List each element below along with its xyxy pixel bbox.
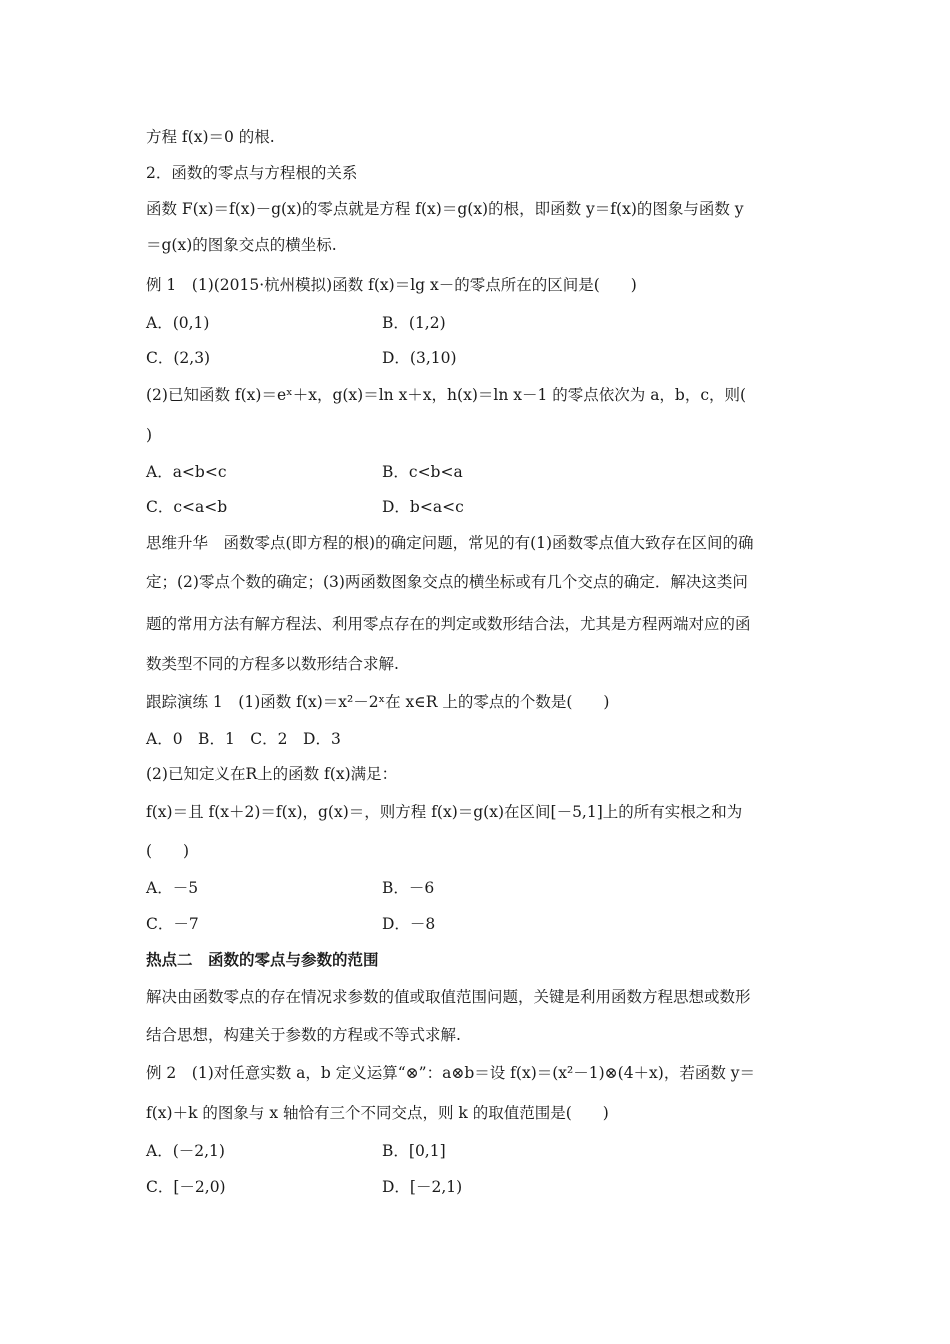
- section-heading: 热点二 函数的零点与参数的范围: [146, 951, 379, 969]
- text-line: ＝g(x)的图象交点的横坐标.: [146, 236, 337, 254]
- option-c: C．c<a<b: [146, 498, 228, 516]
- option-c: C．[－2,0): [146, 1178, 226, 1196]
- option-d: D．－8: [382, 915, 436, 933]
- option-d: D．[－2,1): [382, 1178, 463, 1196]
- text-line: 思维升华 函数零点(即方程的根)的确定问题，常见的有(1)函数零点值大致存在区间的确: [146, 534, 754, 552]
- option-d: D．(3,10): [382, 349, 457, 367]
- text-line: 例 1 (1)(2015·杭州模拟)函数 f(x)＝lg x－的零点所在的区间是( ): [146, 276, 637, 294]
- text-line: 跟踪演练 1 (1)函数 f(x)＝x²－2ˣ在 x∈R 上的零点的个数是( ): [146, 693, 610, 711]
- text-line: 数类型不同的方程多以数形结合求解.: [146, 655, 399, 673]
- option-a: A．(－2,1): [146, 1142, 225, 1160]
- text-line: 例 2 (1)对任意实数 a，b 定义运算“⊗”：a⊗b＝设 f(x)＝(x²－1)⊗(4＋x)，若函数 y＝: [146, 1064, 756, 1082]
- option-d: D．b<a<c: [382, 498, 464, 516]
- text-line: 解决由函数零点的存在情况求参数的值或取值范围问题，关键是利用函数方程思想或数形: [146, 988, 751, 1006]
- option-b: B．c<b<a: [382, 463, 463, 481]
- text-line: (2)已知函数 f(x)＝eˣ＋x，g(x)＝ln x＋x，h(x)＝ln x－1 的零点依次为 a，b，c，则(: [146, 386, 747, 404]
- option-a: A．－5: [146, 879, 199, 897]
- text-line: 2．函数的零点与方程根的关系: [146, 164, 358, 182]
- text-line: ): [146, 426, 153, 444]
- option-a: A．(0,1): [146, 314, 210, 332]
- text-line: 函数 F(x)＝f(x)－g(x)的零点就是方程 f(x)＝g(x)的根，即函数 y＝f(x)的图象与函数 y: [146, 200, 744, 218]
- option-c: C．(2,3): [146, 349, 211, 367]
- text-line: 题的常用方法有解方程法、利用零点存在的判定或数形结合法，尤其是方程两端对应的函: [146, 615, 751, 633]
- text-line: 方程 f(x)＝0 的根.: [146, 128, 275, 146]
- text-line: (2)已知定义在R上的函数 f(x)满足：: [146, 765, 398, 783]
- text-line: ( ): [146, 842, 190, 860]
- text-line: 定；(2)零点个数的确定；(3)两函数图象交点的横坐标或有几个交点的确定．解决这类问: [146, 573, 748, 591]
- option-c: C．－7: [146, 915, 199, 933]
- option-a: A．a<b<c: [146, 463, 227, 481]
- text-line: A．0 B．1 C．2 D．3: [146, 730, 341, 748]
- option-b: B．[0,1]: [382, 1142, 446, 1160]
- option-b: B．(1,2): [382, 314, 446, 332]
- text-line: f(x)＝且 f(x＋2)＝f(x)，g(x)＝，则方程 f(x)＝g(x)在区间[－5,1]上的所有实根之和为: [146, 803, 743, 821]
- text-line: f(x)＋k 的图象与 x 轴恰有三个不同交点，则 k 的取值范围是( ): [146, 1104, 609, 1122]
- text-line: 结合思想，构建关于参数的方程或不等式求解.: [146, 1026, 461, 1044]
- option-b: B．－6: [382, 879, 435, 897]
